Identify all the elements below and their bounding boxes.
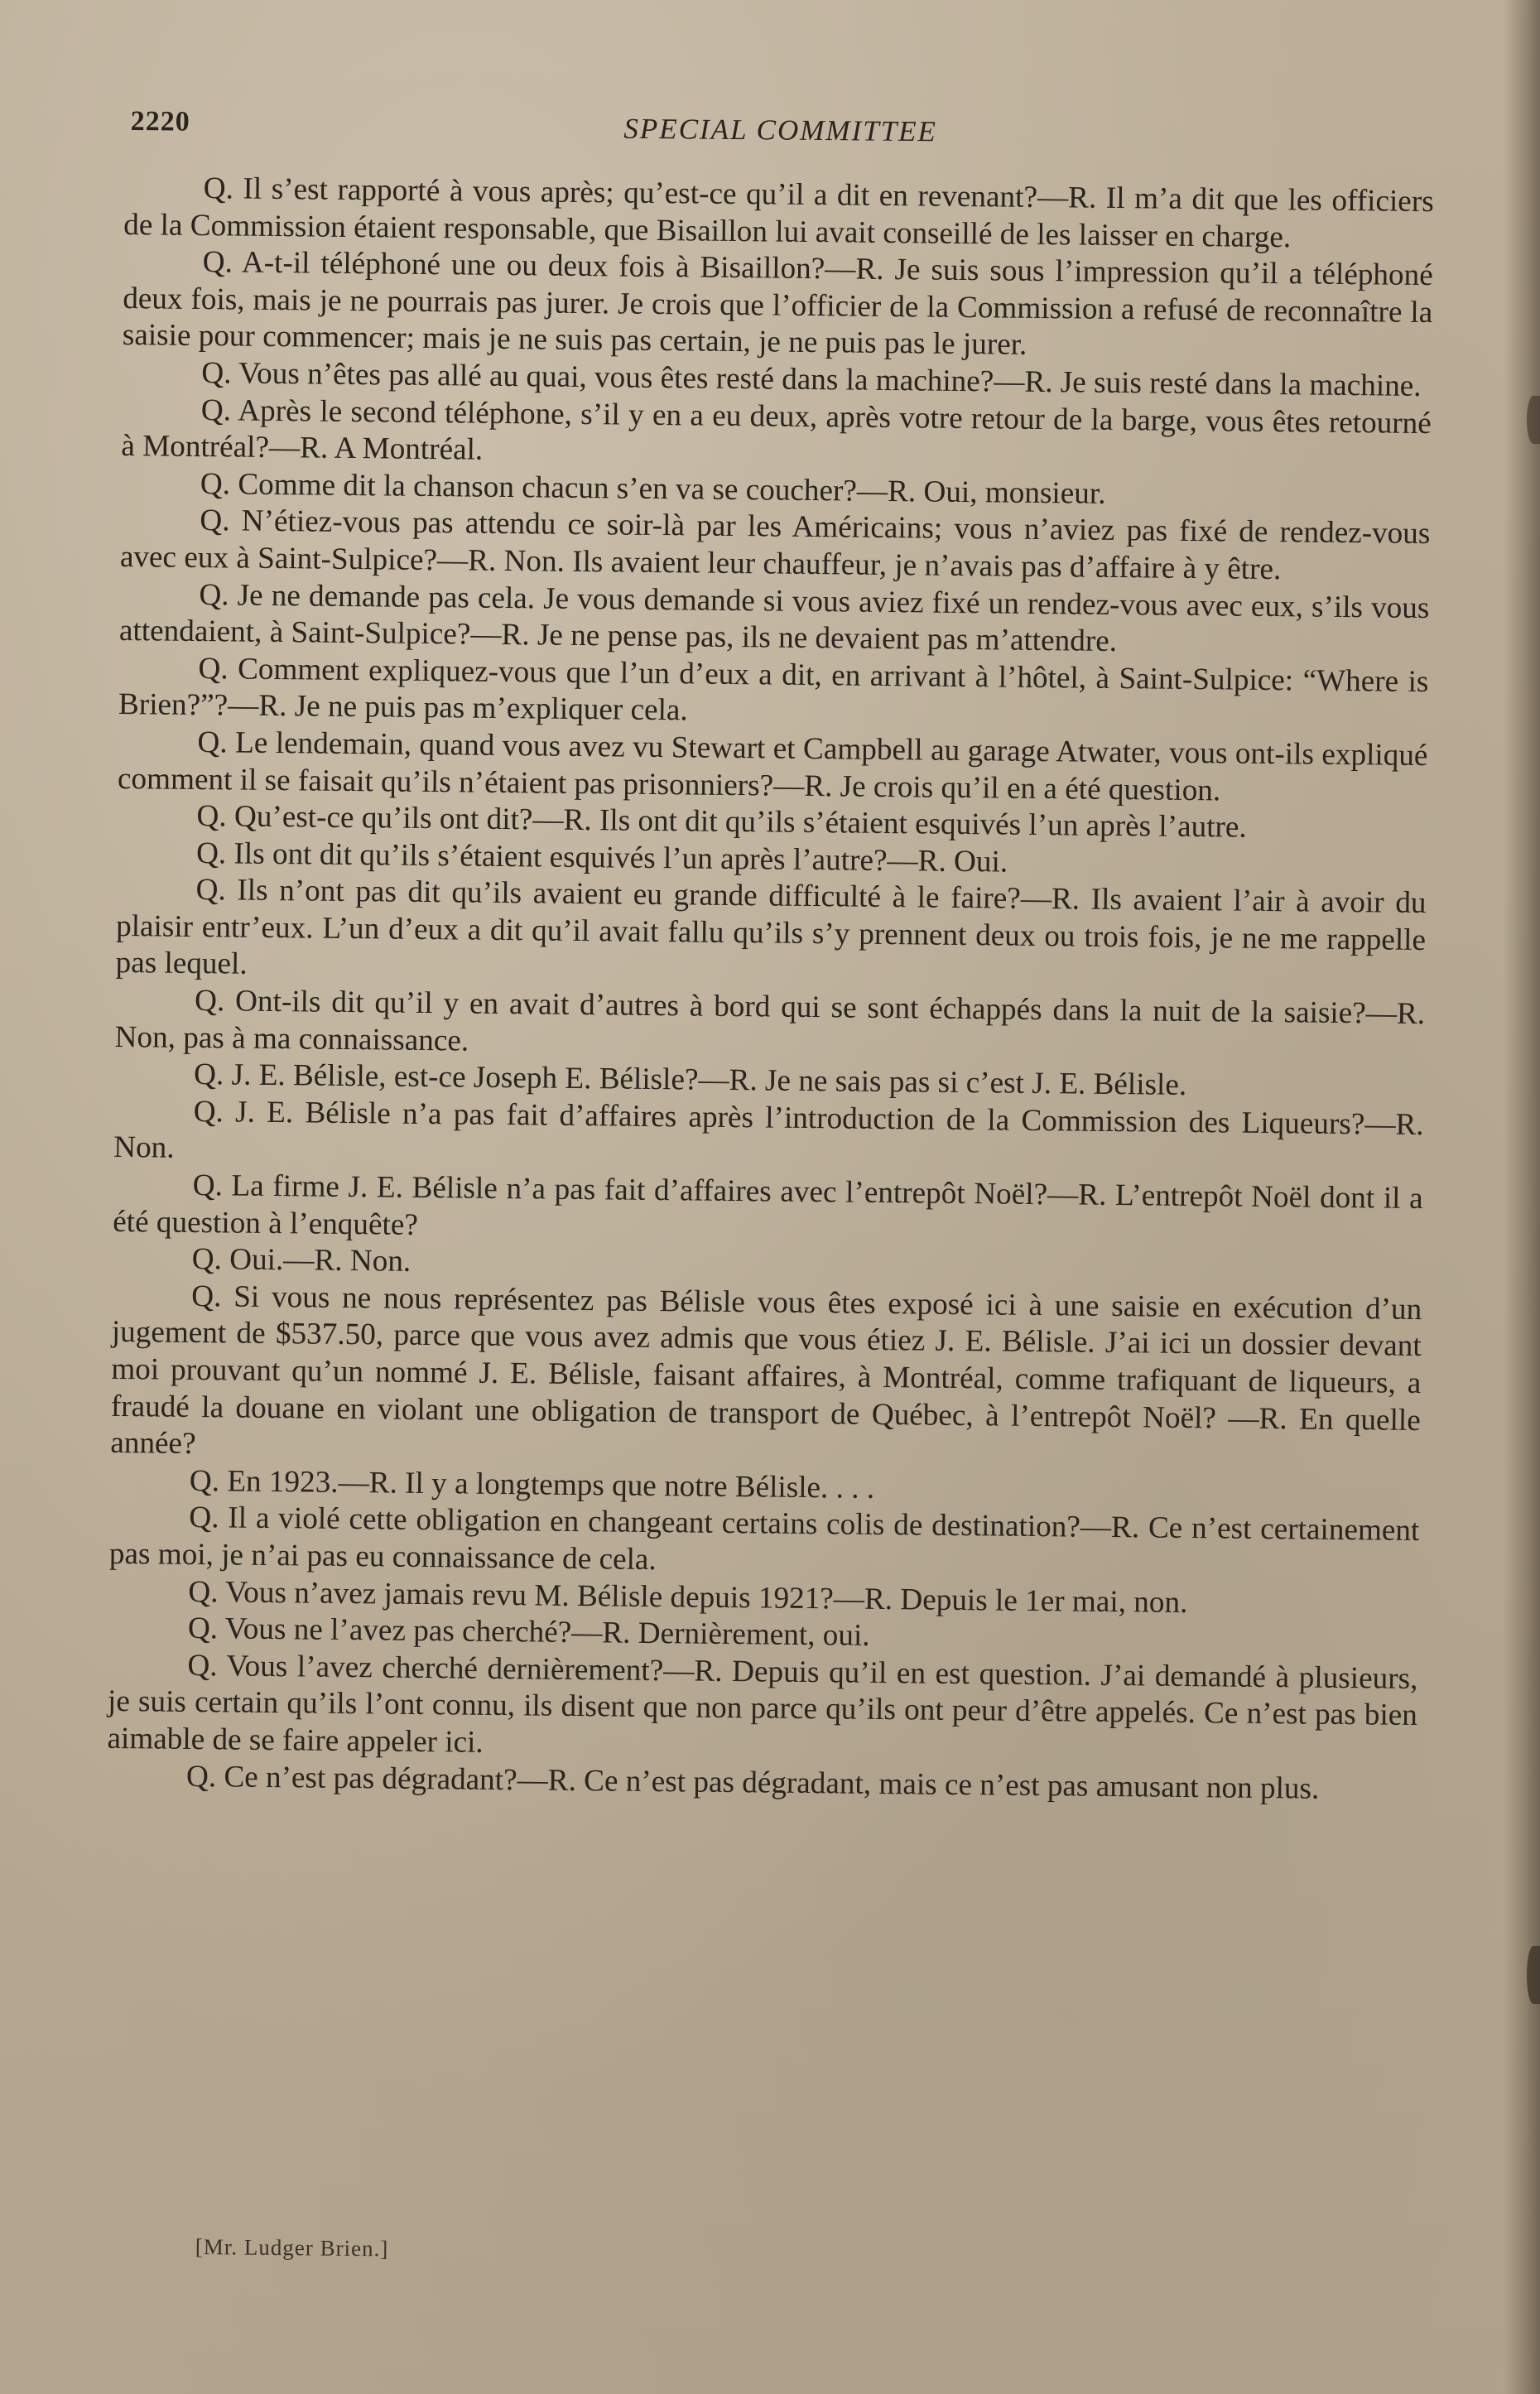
testimony-paragraph: Q. Il a violé cette obligation en changeant certains colis de destination?—R. Ce n’est certainement pas moi, je n’ai pas eu connaissance de cela. bbox=[108, 1500, 1420, 1578]
testimony-paragraph: Q. Ils n’ont pas dit qu’ils avaient eu grande difficulté à le faire?—R. Ils avaient l’air à avoir du plaisir entr’eux. L’un d’eux a dit qu’il avait fallu qu’ils s’y prennent deux ou trois fois, je ne me rappelle pas lequel. bbox=[115, 873, 1427, 982]
testimony-paragraph: Q. Vous n’avez jamais revu M. Bélisle depuis 1921?—R. Depuis le 1er mai, non. bbox=[188, 1574, 1188, 1620]
testimony-paragraph: Q. Ce n’est pas dégradant?—R. Ce n’est pas dégradant, mais ce n’est pas amusant non plus. bbox=[185, 1759, 1320, 1806]
testimony-paragraph: Q. Si vous ne nous représentez pas Bélisle vous êtes exposé ici à une saisie en exécution d’un jugement de $537.50, parce que vous avez admis que vous étiez J. E. Bélisle. J’ai ici un dossier devant moi prouvant qu’un nommé J. E. Bélisle, faisant affaires, à Montréal, comme trafiquant de liqueurs, a fraudé la douane en violant une obligation de transport de Québec, à l’entrepôt Noël? —R. En quelle année? bbox=[110, 1279, 1422, 1462]
testimony-paragraph: Q. J. E. Bélisle, est-ce Joseph E. Bélisle?—R. Je ne sais pas si c’est J. E. Bélisle. bbox=[193, 1057, 1187, 1103]
running-head: SPECIAL COMMITTEE bbox=[623, 112, 938, 148]
testimony-paragraph: Q. Ils ont dit qu’ils s’étaient esquivés l’un après l’autre?—R. Oui. bbox=[195, 836, 1008, 879]
testimony-paragraph: Q. N’étiez-vous pas attendu ce soir-là par les Américains; vous n’aviez pas fixé de rendez-vous avec eux à Saint-Sulpice?—R. Non. Ils avaient leur chauffeur, je n’avais pas d’affaire à y être. bbox=[119, 503, 1431, 587]
testimony-paragraph: Q. Comment expliquez-vous que l’un d’eux a dit, en arrivant à l’hôtel, à Saint-Sulpice: “Where is Brien?”?—R. Je ne puis pas m’expliquer cela. bbox=[118, 651, 1429, 728]
testimony-paragraph: Q. Oui.—R. Non. bbox=[191, 1242, 411, 1279]
testimony-paragraph: Q. Vous l’avez cherché dernièrement?—R. Depuis qu’il en est question. J’ai demandé à plusieurs, je suis certain qu’ils l’ont connu, ils disent que non parce qu’ils ont peur d’être appelés. Ce n’est pas bien aimable de se faire appeler ici. bbox=[107, 1648, 1418, 1760]
testimony-paragraph: Q. Qu’est-ce qu’ils ont dit?—R. Ils ont dit qu’ils s’étaient esquivés l’un après l’autre. bbox=[196, 799, 1247, 845]
testimony-paragraph: Q. Après le second téléphone, s’il y en a eu deux, après votre retour de la barge, vous êtes retourné à Montréal?—R. A Montréal. bbox=[121, 393, 1432, 467]
testimony-paragraph: Q. Ont-ils dit qu’il y en avait d’autres à bord qui se sont échappés dans la nuit de la saisie?—R. Non, pas à ma connaissance. bbox=[114, 984, 1426, 1058]
testimony-paragraph: Q. Il s’est rapporté à vous après; qu’est-ce qu’il a dit en revenant?—R. Il m’a dit que les officiers de la Commission étaient responsable, que Bisaillon lui avait conseillé de les laisser en charge. bbox=[123, 171, 1434, 254]
testimony-body bbox=[107, 170, 1434, 1809]
testimony-paragraph: Q. Comme dit la chanson chacun s’en va se coucher?—R. Oui, monsieur. bbox=[200, 466, 1106, 511]
binding-mark bbox=[1527, 396, 1540, 444]
witness-attribution: [Mr. Ludger Brien.] bbox=[195, 2234, 389, 2262]
testimony-paragraph: Q. La firme J. E. Bélisle n’a pas fait d’affaires avec l’entrepôt Noël?—R. L’entrepôt Noël dont il a été question à l’enquête? bbox=[113, 1168, 1423, 1242]
testimony-paragraph: Q. Vous n’êtes pas allé au quai, vous êtes resté dans la machine?—R. Je suis resté dans la machine. bbox=[201, 355, 1422, 403]
page-edge-shadow bbox=[1504, 0, 1540, 2394]
binding-mark bbox=[1527, 1946, 1540, 2004]
testimony-paragraph: Q. Le lendemain, quand vous avez vu Stewart et Campbell au garage Atwater, vous ont-ils expliqué comment il se faisait qu’ils n’étaient pas prisonniers?—R. Je crois qu’il en a été question. bbox=[117, 725, 1428, 807]
testimony-paragraph: Q. Vous ne l’avez pas cherché?—R. Dernièrement, oui. bbox=[187, 1611, 870, 1654]
page-header bbox=[130, 98, 1431, 160]
testimony-paragraph: Q. En 1923.—R. Il y a longtemps que notre Bélisle. . . . bbox=[189, 1463, 875, 1505]
testimony-paragraph: Q. Je ne demande pas cela. Je vous demande si vous aviez fixé un rendez-vous avec eux, s’ils vous attendaient, à Saint-Sulpice?—R. Je ne pense pas, ils ne devaient pas m’attendre. bbox=[118, 577, 1430, 659]
testimony-paragraph: Q. A-t-il téléphoné une ou deux fois à Bisaillon?—R. Je suis sous l’impression qu’il a téléphoné deux fois, mais je ne pourrais pas jurer. Je crois que l’officier de la Commission a refusé de reconnaître la saisie pour commencer; mais je ne suis pas certain, je ne puis pas le jurer. bbox=[122, 245, 1433, 363]
page-number: 2220 bbox=[130, 105, 190, 137]
testimony-paragraph: Q. J. E. Bélisle n’a pas fait d’affaires après l’introduction de la Commission des Liqueurs?—R. Non. bbox=[113, 1094, 1424, 1166]
